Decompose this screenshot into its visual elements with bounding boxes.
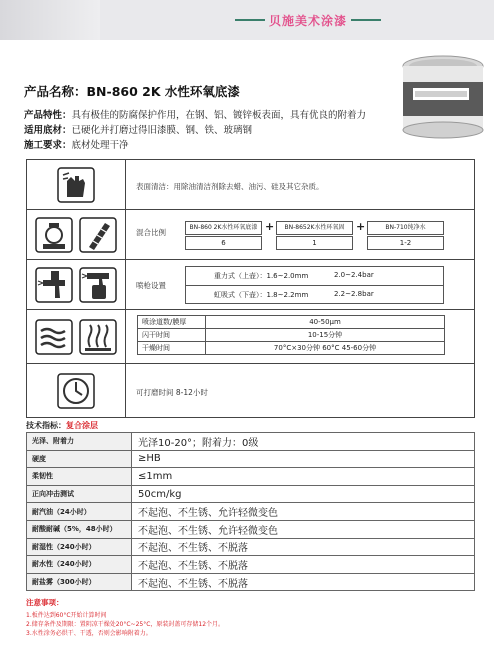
note-item: 3.水性涂务必烘干、干透，否则会影响附着力。 <box>26 630 152 637</box>
siphon-spray-gun-icon <box>79 267 117 303</box>
product-name-label: 产品名称： <box>24 84 87 99</box>
tech-specs-table <box>26 432 475 591</box>
mix-component-1-name: BN-860 2K水性环氧底漆 <box>185 221 262 235</box>
notes-title: 注意事项： <box>26 598 64 607</box>
spray-gravity-pressure: 2.0~2.4bar <box>334 271 374 279</box>
process-row-sand <box>27 364 474 417</box>
requirement-value: 底材处理干净 <box>71 140 129 151</box>
process-row-spray <box>27 260 474 310</box>
param-value: 40-50μm <box>206 316 445 329</box>
tech-title-text: 技术指标： <box>26 421 66 430</box>
plus-sign-2: + <box>356 220 366 233</box>
substrate-value: 已硬化并打磨过得旧漆膜、钢、铁、玻璃钢 <box>71 125 253 136</box>
table-row <box>27 450 475 468</box>
clock-icon <box>57 373 95 409</box>
table-row <box>27 520 475 538</box>
product-substrate <box>24 123 404 138</box>
process-row-clean <box>27 160 474 210</box>
spec-key: 耐湿性（240小时） <box>27 538 132 556</box>
product-info <box>24 82 404 153</box>
process-icon-cell <box>27 260 126 309</box>
table-row <box>27 468 475 486</box>
drying-heat-icon <box>79 319 117 355</box>
spray-divider <box>186 285 443 286</box>
spec-key: 光泽、附着力 <box>27 433 132 451</box>
process-row-apply <box>27 310 474 364</box>
spec-value: 不起泡、不生锈、允许轻微变色 <box>132 520 475 538</box>
spray-settings-box <box>185 266 444 304</box>
spec-key: 正向冲击测试 <box>27 485 132 503</box>
table-row <box>27 538 475 556</box>
spec-value: ≤1mm <box>132 468 475 486</box>
mix-component-2-name: BN-8652K水性环氧固 <box>276 221 353 235</box>
paint-can-image <box>397 52 489 140</box>
table-row <box>27 556 475 574</box>
spec-value: 50cm/kg <box>132 485 475 503</box>
hand-cleaning-icon <box>57 167 95 203</box>
header-tab <box>0 0 100 40</box>
tech-title <box>26 420 98 431</box>
spray-label: 喷枪设置 <box>136 281 166 290</box>
product-title <box>24 82 404 100</box>
application-params-table <box>137 315 445 355</box>
tech-title-coating: 复合涂层 <box>66 421 98 430</box>
param-row <box>138 342 445 355</box>
process-table <box>26 159 475 418</box>
spec-key: 耐汽油（24小时） <box>27 503 132 521</box>
spec-key: 耐盐雾（300小时） <box>27 573 132 591</box>
param-key: 干燥时间 <box>138 342 206 355</box>
param-row <box>138 329 445 342</box>
notes-section <box>26 597 326 638</box>
table-row <box>27 433 475 451</box>
brand-line-left <box>235 19 265 21</box>
spray-siphon-pressure: 2.2~2.8bar <box>334 290 374 298</box>
features-label: 产品特性： <box>24 110 72 121</box>
process-icon-cell <box>27 364 126 417</box>
spec-value: ≥HB <box>132 450 475 468</box>
spec-key: 耐水性（240小时） <box>27 556 132 574</box>
process-row-mix <box>27 210 474 260</box>
param-row <box>138 316 445 329</box>
substrate-label: 适用底材： <box>24 125 72 136</box>
mix-label: 混合比例 <box>136 228 166 237</box>
process-icon-cell <box>27 310 126 363</box>
mix-component-3-name: BN-710纯净水 <box>367 221 444 235</box>
process-icon-cell <box>27 210 126 259</box>
param-key: 闪干时间 <box>138 329 206 342</box>
requirement-label: 施工要求： <box>24 140 72 151</box>
product-requirement <box>24 138 404 153</box>
product-name: BN-860 2K 水性环氧底漆 <box>86 84 240 99</box>
spec-key: 柔韧性 <box>27 468 132 486</box>
spec-key: 耐酸耐碱（5%，48小时） <box>27 520 132 538</box>
scale-icon <box>35 217 73 253</box>
heat-panel-icon <box>35 319 73 355</box>
product-features <box>24 108 404 123</box>
note-item: 2.储存条件及期限：置阴凉干燥处20°C~25°C，原装封盖可存储12个月。 <box>26 621 225 628</box>
plus-sign-1: + <box>265 220 275 233</box>
mix-component-2-ratio: 1 <box>276 236 353 250</box>
note-item: 1.板件达到60°C开始计算时间 <box>26 612 107 619</box>
spec-value: 光泽10-20°；附着力：0级 <box>132 433 475 451</box>
spec-value: 不起泡、不生锈、不脱落 <box>132 573 475 591</box>
mix-component-1-ratio: 6 <box>185 236 262 250</box>
sand-time-text: 可打磨时间 8-12小时 <box>136 388 208 397</box>
table-row <box>27 573 475 591</box>
brand-title <box>230 11 386 29</box>
spec-value: 不起泡、不生锈、不脱落 <box>132 538 475 556</box>
brand-line-right <box>351 19 381 21</box>
gravity-spray-gun-icon <box>35 267 73 303</box>
param-key: 喷涂道数/膜厚 <box>138 316 206 329</box>
mix-component-3-ratio: 1-2 <box>367 236 444 250</box>
brand-text: 贝施美术涂漆 <box>268 13 347 28</box>
features-value: 具有极佳的防腐保护作用，在钢、铝、镀锌板表面，具有优良的附着力 <box>71 110 367 121</box>
spec-value: 不起泡、不生锈、不脱落 <box>132 556 475 574</box>
process-icon-cell <box>27 160 126 209</box>
table-row <box>27 503 475 521</box>
spray-siphon-type: 虹吸式（下壶）：1.8~2.2mm <box>214 291 309 299</box>
spec-value: 不起泡、不生锈、允许轻微变色 <box>132 503 475 521</box>
param-value: 10-15分钟 <box>206 329 445 342</box>
table-row <box>27 485 475 503</box>
param-value: 70°C×30分钟 60°C 45-60分钟 <box>206 342 445 355</box>
measuring-stick-icon <box>79 217 117 253</box>
spec-key: 硬度 <box>27 450 132 468</box>
spray-gravity-type: 重力式（上壶）：1.6~2.0mm <box>214 272 309 280</box>
clean-text: 表面清洁：用除油清洁剂除去蜡、油污、硅及其它杂质。 <box>136 182 324 191</box>
